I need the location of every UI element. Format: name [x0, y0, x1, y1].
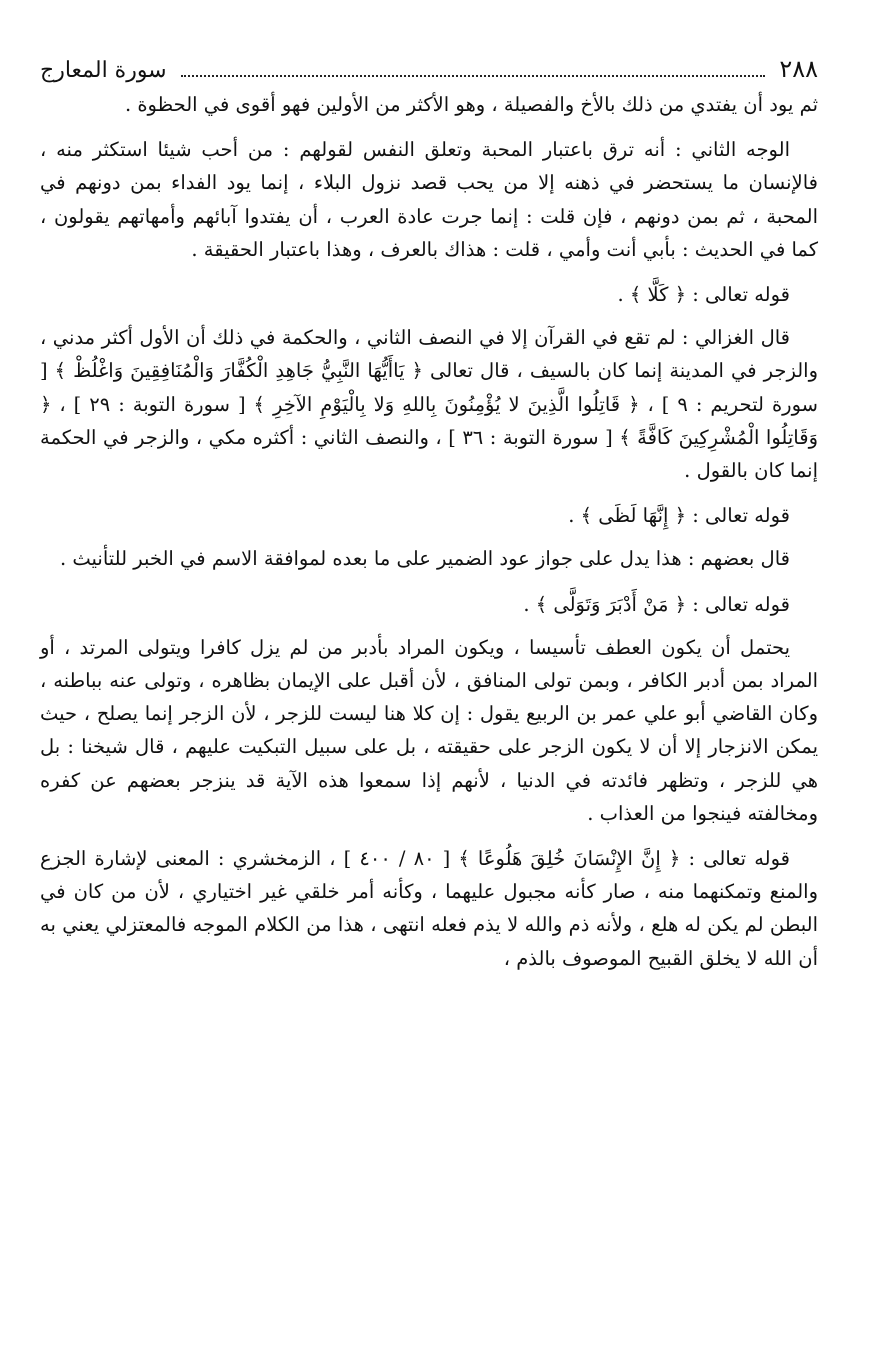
page-header — [40, 52, 818, 88]
paragraph-continuation: ثم يود أن يفتدي من ذلك بالأخ والفصيلة ، وهو الأكثر من الأولين فهو أقوى في الحظوة . — [124, 93, 818, 116]
page-number: ٢٨٨ — [779, 55, 818, 83]
page-body — [40, 88, 818, 975]
verse-heading-kalla: قوله تعالى : ﴿ كَلَّا ﴾ . — [617, 283, 790, 307]
surah-title: سورة المعارج — [40, 58, 167, 83]
paragraph-second-aspect: الوجه الثاني : أنه ترق باعتبار المحبة وتعلق النفس لقولهم : من أحب شيئا استكثر منه ، فالإنسان ما يستحضر في ذهنه إلا من يحب قصد نزول البلاء ، إنما يود الفداء بمن دونهم في المحبة ، ثم بمن دونهم ، فإن قلت : إنما جرت عادة العرب ، أن يفتدوا آبائهم وأمهاتهم يقولون ، كما في الحديث : بأبي أنت وأمي ، قلت : هذاك بالعرف ، وهذا باعتبار الحقيقة . — [40, 138, 818, 261]
paragraph-atf: يحتمل أن يكون العطف تأسيسا ، ويكون المراد بأدبر من لم يزل كافرا ويتولى المرتد ، أو المراد بمن أدبر الكافر ، وبمن تولى المنافق ، لأن أقبل على الإيمان بظاهره ، وتولى عنه بباطنه ، وكان القاضي أبو علي عمر بن الربيع يقول : إن كلا هنا ليست للزجر ، لأن الزجر إنما يصلح ، حيث يمكن الانزجار إلا أن لا يكون الزجر على حقيقته ، بل على سبيل التبكيت عليهم ، قال شيخنا : بل هي للزجر ، وتظهر فائدته في الدنيا ، لأنهم إذا سمعوا هذه الآية قد ينزجر بعضهم عن كفره ومخالفته فينجوا من العذاب . — [40, 635, 818, 825]
verse-heading-laza: قوله تعالى : ﴿ إِنَّهَا لَظَى ﴾ . — [568, 504, 790, 528]
paragraph-haluaa: قوله تعالى : ﴿ إِنَّ الإِنْسَانَ خُلِقَ هَلُوعًا ﴾ [ ٨٠ / ٤٠٠ ] ، الزمخشري : المعنى لإشارة الجزع والمنع وتمكنهما منه ، صار كأنه مجبول عليهما ، وكأنه أمر خلقي غير اختياري ، لأن من كان في البطن لم يكن له هلع ، ولأنه ذم والله لا يذم فعله انتهى ، هذا من الكلام الموجه فالمعتزلي يعني به أن الله لا يخلق القبيح الموصوف بالذم ، — [40, 847, 818, 970]
paragraph-ghazali: قال الغزالي : لم تقع في القرآن إلا في النصف الثاني ، والحكمة في ذلك أن الأول أكثر مدني ، والزجر في المدينة إنما كان بالسيف ، قال تعالى ﴿ يَاأَيُّهَا النَّبِيُّ جَاهِدِ الْكُفَّارَ وَالْمُنَافِقِينَ وَاغْلُظْ ﴾ [ سورة لتحريم : ٩ ] ، ﴿ قَاتِلُوا الَّذِينَ لا يُؤْمِنُونَ بِاللهِ وَلا بِالْيَوْمِ الآخِرِ ﴾ [ سورة التوبة : ٢٩ ] ، ﴿ وَقَاتِلُوا الْمُشْرِكِينَ كَافَّةً ﴾ [ سورة التوبة : ٣٦ ] ، والنصف الثاني : أكثره مكي ، والزجر في الحكمة إنما كان بالقول . — [40, 326, 818, 483]
header-dotted-rule — [181, 75, 766, 77]
verse-heading-adbara: قوله تعالى : ﴿ مَنْ أَدْبَرَ وَتَوَلَّى ﴾ . — [523, 592, 790, 616]
paragraph-pronoun: قال بعضهم : هذا يدل على جواز عود الضمير على ما بعده لموافقة الاسم في الخبر للتأنيث . — [59, 547, 790, 571]
